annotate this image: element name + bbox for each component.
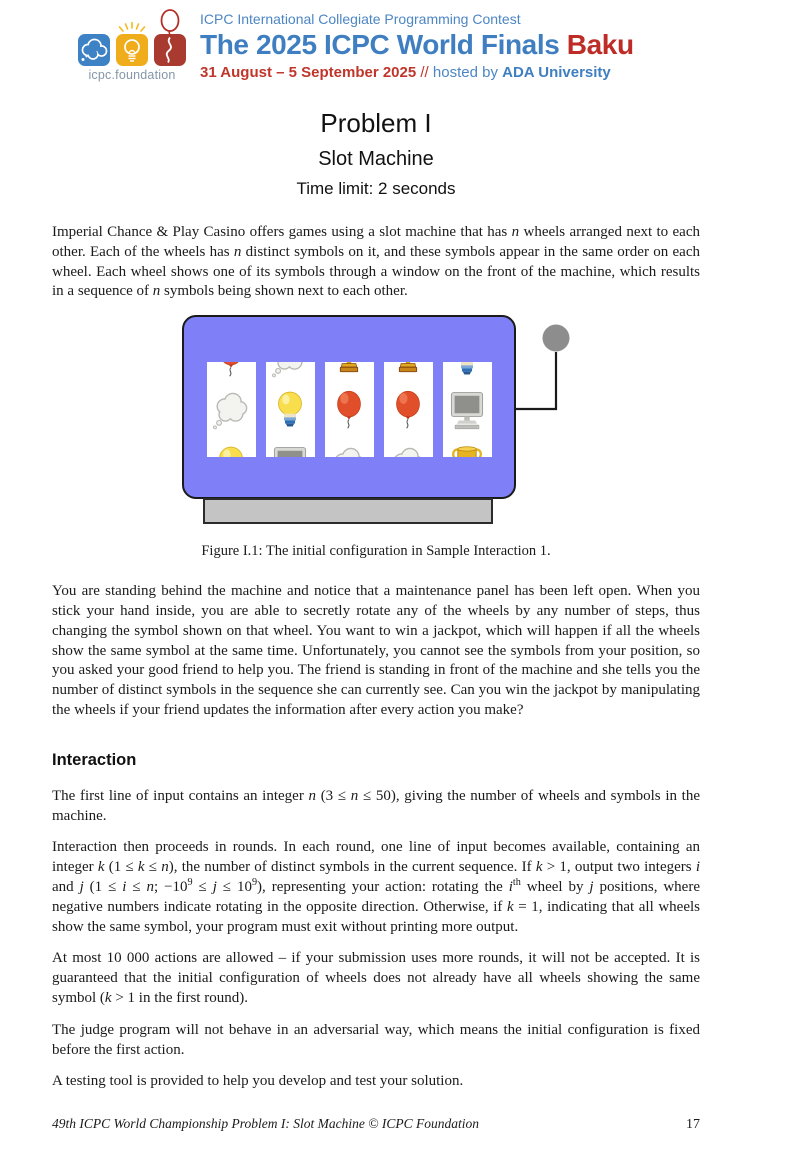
logo-cloud-icon xyxy=(78,34,110,66)
logo-balloon-icon xyxy=(154,10,186,66)
lightbulb-icon xyxy=(268,388,312,432)
slot-window-5 xyxy=(443,362,492,457)
hosted-by-label: hosted by xyxy=(432,64,498,81)
interaction-paragraph-1: The first line of input contains an integer n (3 ≤ n ≤ 50), giving the number of wheels and symbols in the machine. xyxy=(52,787,700,824)
figure-caption: Figure I.1: The initial configuration in Sample Interaction 1. xyxy=(201,543,551,560)
event-dates: 31 August – 5 September 2025 xyxy=(200,64,417,81)
trophy-icon xyxy=(386,362,430,380)
slot-machine-body xyxy=(182,315,516,499)
problem-number-title: Problem I xyxy=(320,108,432,138)
balloon-icon xyxy=(209,362,253,380)
trophy-icon xyxy=(327,362,371,380)
icpc-foundation-logo xyxy=(76,8,188,82)
slot-window-3 xyxy=(325,362,374,457)
header-text-block xyxy=(200,8,634,81)
lightbulb-icon xyxy=(445,362,489,380)
logo-wordmark: icpc.foundation xyxy=(88,68,176,82)
contest-line: ICPC International Collegiate Programming Contest xyxy=(200,11,521,27)
slot-window-2 xyxy=(266,362,315,457)
interaction-paragraph-2: Interaction then proceeds in rounds. In each round, one line of input becomes available, containing an integer k (1 ≤ k ≤ n), the number of distinct symbols in the current sequence. If k > 1, output two integers i and j (1 ≤ i ≤ n; $-10^9 \le j \le 10^9$), representing your action: rotating the $i^{th}$ wheel by j positions, where negative numbers indicate rotating in the opposite direction. Otherwise, if k = 1, indicating that all wheels show the same symbol, your program must exit without printing more output. xyxy=(52,839,700,935)
statement-paragraph-1: Imperial Chance & Play Casino offers games using a slot machine that has n wheels arranged next to each other. Each of the wheels has n distinct symbols on it, and these symbols appear in the same order on each wheel. Each wheel shows one of its symbols through a window on the front of the machine, which results in a sequence of n symbols being shown next to each other. xyxy=(52,224,700,300)
event-title xyxy=(200,29,634,61)
problem-name-title: Slot Machine xyxy=(318,148,434,170)
interaction-paragraph-5: A testing tool is provided to help you develop and test your solution. xyxy=(52,1073,464,1090)
logo-lightbulb-icon xyxy=(116,23,148,67)
computer-icon xyxy=(268,443,312,457)
interaction-paragraph-3: At most 10 000 actions are allowed – if your submission uses more rounds, it will not be accepted. It is guaranteed that the initial configuration of wheels does not already have all wheels showing the same symbol (k > 1 in the first round). xyxy=(52,950,700,1006)
slot-window-1 xyxy=(207,362,256,457)
thought-bubble-icon xyxy=(268,362,312,380)
slot-window-4 xyxy=(384,362,433,457)
slot-windows xyxy=(184,362,514,457)
thought-bubble-icon xyxy=(386,443,430,457)
section-heading-interaction: Interaction xyxy=(52,750,137,769)
separator-slashes: // xyxy=(420,64,429,81)
statement-paragraph-2: You are standing behind the machine and notice that a maintenance panel has been left open. When you stick your hand inside, you are able to secretly rotate any of the wheels by any number of steps, thus changing the symbol shown on that wheel. You want to win a jackpot, which will happen if all the wheels show the same symbol at the same time. Unfortunately, you cannot see the symbols from your position, so you asked your good friend to help you. The friend is standing in front of the machine and she tells you the number of distinct symbols in the sequence she can currently see. Can you win the jackpot by manipulating the wheels if your friend updates the information after every action you make? xyxy=(52,583,700,718)
event-subtitle xyxy=(200,64,634,81)
machine-stand xyxy=(203,498,493,524)
interaction-paragraph-4: The judge program will not behave in an adversarial way, which means the initial configuration is fixed before the first action. xyxy=(52,1021,700,1058)
event-title-main: The 2025 ICPC World Finals xyxy=(200,29,560,60)
thought-bubble-icon xyxy=(327,443,371,457)
figure-slot-machine xyxy=(52,315,700,560)
icpc-logo-tiles xyxy=(76,8,188,70)
balloon-icon xyxy=(327,388,371,432)
thought-bubble-icon xyxy=(209,388,253,432)
computer-icon xyxy=(445,388,489,432)
time-limit: Time limit: 2 seconds xyxy=(296,179,456,198)
balloon-icon xyxy=(386,388,430,432)
trophy-icon xyxy=(445,443,489,457)
page-footer xyxy=(52,1116,700,1133)
lightbulb-icon xyxy=(209,443,253,457)
page-number: 17 xyxy=(686,1117,700,1132)
lever-knob xyxy=(543,325,570,352)
lever xyxy=(515,315,577,435)
host-name: ADA University xyxy=(502,64,611,81)
event-title-city: Baku xyxy=(566,29,634,60)
slot-machine-illustration xyxy=(52,315,700,527)
footer-attribution: 49th ICPC World Championship Problem I: Slot Machine © ICPC Foundation xyxy=(52,1116,479,1131)
page-header xyxy=(76,8,634,82)
